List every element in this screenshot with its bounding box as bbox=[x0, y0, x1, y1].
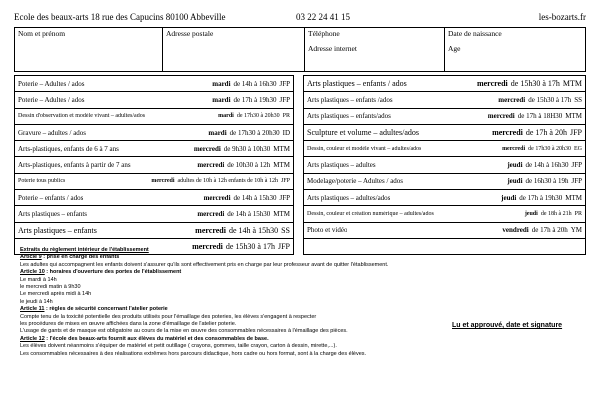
rules-line: Les consommables nécessaires à des réalisations extrêmes hors parcours didactique, hors cadre ou hors format, sont à la charge des élèves. bbox=[20, 350, 367, 357]
article-number: Article 9 bbox=[20, 254, 42, 261]
article-heading: : l'école des beaux-arts fournit aux élèves du matériel et des consommables de base. bbox=[44, 335, 269, 342]
course-day: jeudi bbox=[507, 161, 523, 170]
course-schedule bbox=[212, 80, 290, 88]
course-day: mardi bbox=[208, 128, 227, 137]
course-teacher: JFP bbox=[571, 161, 582, 170]
course-time: de 16h30 à 19h bbox=[525, 177, 569, 186]
rules-line: Le mardi à 14h bbox=[20, 276, 57, 283]
course-teacher: MTM bbox=[565, 112, 582, 121]
birth-label: Date de naissance bbox=[448, 29, 502, 38]
schedule-row bbox=[304, 124, 586, 140]
course-day: mercredi bbox=[498, 95, 526, 104]
course-time: de 17h à 20h bbox=[525, 128, 567, 138]
course-teacher: SS bbox=[281, 225, 290, 235]
schedule-row bbox=[15, 157, 294, 173]
course-activity: Poterie tous publics bbox=[18, 178, 66, 185]
course-day: mercredi bbox=[203, 193, 231, 202]
schedule-row bbox=[15, 124, 294, 140]
course-time: de 14h à 16h30 bbox=[233, 79, 277, 88]
registration-form bbox=[14, 27, 586, 72]
course-time: de 15h30 à 17h bbox=[510, 79, 560, 89]
course-day: mercredi bbox=[193, 144, 221, 153]
course-activity: Arts-plastiques, enfants à partir de 7 ans bbox=[18, 161, 131, 170]
schedule-row bbox=[15, 76, 294, 92]
schedule-row bbox=[15, 141, 294, 157]
course-day: mercredi bbox=[192, 242, 223, 252]
rules-line: Les adultes qui accompagnent les enfants doivent s'assurer qu'ils sont effectivement pris en charge par leur professeur avant de quitter l'établissement. bbox=[20, 261, 389, 268]
course-time: de 17h30 à 20h30 bbox=[528, 145, 571, 152]
course-day: jeudi bbox=[501, 193, 517, 202]
course-teacher: YM bbox=[570, 226, 582, 235]
schedule-cell[interactable] bbox=[15, 157, 294, 173]
contact-field[interactable] bbox=[305, 28, 445, 72]
course-teacher: JFP bbox=[569, 128, 582, 138]
course-activity: Arts plastiques – adultes bbox=[307, 161, 376, 170]
schedule-cell[interactable] bbox=[304, 206, 586, 222]
schedule-cell[interactable] bbox=[304, 108, 586, 124]
course-time: de 17h à 20h bbox=[531, 226, 568, 235]
rules-line bbox=[20, 336, 490, 343]
schedule-row bbox=[15, 190, 294, 206]
email-label: Adresse internet bbox=[308, 44, 357, 53]
course-time: de 17h30 à 20h30 bbox=[236, 113, 280, 120]
schedule-cell[interactable] bbox=[304, 76, 586, 92]
course-time: de 17h à 18H30 bbox=[517, 112, 563, 121]
rules-title: Extraits du règlement intérieur de l'établissement bbox=[20, 247, 149, 253]
course-activity: Modelage/poterie – Adultes / ados bbox=[307, 177, 404, 186]
course-activity: Arts-plastiques, enfants de 6 à 7 ans bbox=[18, 144, 119, 153]
course-day: mardi bbox=[212, 79, 231, 88]
schedule-row bbox=[304, 222, 586, 238]
schedule-row bbox=[304, 190, 586, 206]
course-schedule bbox=[218, 113, 290, 119]
signature-label: Lu et approuvé, date et signature bbox=[452, 322, 563, 329]
article-number: Article 11 bbox=[20, 306, 45, 313]
course-day: mercredi bbox=[502, 145, 526, 152]
rules-line: L'usage de gants et de masque est obligatoire au cours de la mise en œuvre des consommables nécessaires à l'émaillage des pièces. bbox=[20, 328, 348, 335]
schedule-cell[interactable] bbox=[304, 124, 586, 140]
schedule-row bbox=[15, 222, 294, 238]
course-schedule bbox=[488, 112, 582, 120]
birth-field[interactable] bbox=[445, 28, 586, 72]
schedule-row bbox=[15, 92, 294, 108]
school-phone: 03 22 24 41 15 bbox=[296, 12, 350, 22]
course-teacher: EG bbox=[574, 145, 582, 152]
course-schedule bbox=[502, 146, 582, 152]
course-day: mercredi bbox=[487, 112, 515, 121]
course-activity: Photo et vidéo bbox=[307, 226, 348, 235]
course-schedule bbox=[197, 210, 290, 218]
schedule-row bbox=[304, 173, 586, 189]
schedule-cell[interactable] bbox=[304, 92, 586, 108]
course-activity: Gravure – adultes / ados bbox=[18, 128, 87, 137]
course-teacher: PR bbox=[282, 113, 290, 120]
schedule-cell[interactable] bbox=[304, 222, 586, 238]
course-schedule bbox=[477, 79, 582, 88]
course-time: de 14h à 15h30 bbox=[233, 193, 277, 202]
rules-line: les procédures de mises en œuvre affichées dans la zone d'émaillage de l'atelier poterie. bbox=[20, 321, 237, 328]
schedule-cell[interactable] bbox=[15, 206, 294, 222]
rules-line bbox=[20, 254, 490, 261]
course-activity: Arts plastiques – enfants/ados bbox=[307, 112, 391, 121]
course-day: vendredi bbox=[502, 226, 529, 235]
rules-line: Compte tenu de la toxicité potentielle des produits utilisés pour l'émaillage des poteries, les élèves s'engagent à respecter bbox=[20, 313, 317, 320]
address-label: Adresse postale bbox=[166, 29, 214, 38]
course-time: de 9h30 à 10h30 bbox=[223, 144, 271, 153]
course-schedule bbox=[492, 128, 582, 137]
schedule-cell[interactable] bbox=[15, 222, 294, 238]
rules-line bbox=[20, 306, 490, 313]
schedule-cell[interactable] bbox=[15, 76, 294, 92]
schedule-row bbox=[15, 206, 294, 222]
course-schedule bbox=[502, 226, 582, 234]
course-day: mercredi bbox=[151, 178, 175, 185]
course-activity: Sculpture et volume – adultes/ados bbox=[307, 128, 419, 138]
course-teacher: JFP bbox=[280, 178, 290, 185]
schedule-row bbox=[304, 206, 586, 222]
article-heading: : prise en charge des enfants bbox=[41, 254, 120, 261]
rules-line: Le mercredi après midi à 14h bbox=[20, 291, 92, 298]
schedule-cell[interactable] bbox=[15, 141, 294, 157]
course-teacher: JFP bbox=[571, 177, 582, 186]
course-schedule bbox=[212, 96, 290, 104]
course-teacher: JFP bbox=[279, 95, 290, 104]
course-schedule bbox=[507, 161, 582, 169]
course-time: de 17h à 19h30 bbox=[519, 193, 563, 202]
course-time: de 15h30 à 17h bbox=[225, 242, 275, 252]
course-day: mardi bbox=[212, 95, 231, 104]
schedule-row bbox=[304, 141, 586, 157]
course-teacher: ID bbox=[282, 128, 290, 137]
course-time: de 10h30 à 12h bbox=[227, 161, 271, 170]
course-schedule bbox=[151, 178, 290, 184]
course-time: de 18h à 21h bbox=[540, 211, 572, 218]
course-schedule bbox=[525, 211, 582, 217]
schedule-cell[interactable] bbox=[304, 141, 586, 157]
schedule-left-table bbox=[14, 75, 294, 255]
schedule-row bbox=[304, 157, 586, 173]
course-teacher: JFP bbox=[277, 242, 290, 252]
schedule-row bbox=[304, 76, 586, 92]
age-label: Age bbox=[448, 44, 461, 53]
course-day: mercredi bbox=[197, 161, 225, 170]
course-schedule bbox=[208, 129, 290, 137]
rules-line: le jeudi à 14h bbox=[20, 298, 53, 305]
course-activity: Arts plastiques – enfants bbox=[18, 225, 97, 235]
schedule-row bbox=[304, 92, 586, 108]
course-day: mercredi bbox=[197, 210, 225, 219]
course-activity: Poterie – Adultes / ados bbox=[18, 79, 85, 88]
course-teacher: MTM bbox=[273, 210, 290, 219]
rules-line bbox=[20, 269, 490, 276]
course-schedule bbox=[194, 145, 290, 153]
telephone-label: Téléphone bbox=[308, 29, 340, 38]
schedule-cell[interactable] bbox=[304, 190, 586, 206]
course-teacher: MTM bbox=[562, 79, 582, 89]
course-teacher: SS bbox=[574, 95, 582, 104]
article-number: Article 10 bbox=[20, 269, 45, 276]
course-teacher: MTM bbox=[273, 161, 290, 170]
course-time: de 17h30 à 20h30 bbox=[229, 128, 280, 137]
course-schedule bbox=[501, 194, 582, 202]
course-day: mercredi bbox=[476, 79, 508, 89]
course-schedule bbox=[195, 226, 290, 235]
article-heading: : horaires d'ouverture des portes de l'établissement bbox=[44, 269, 182, 276]
school-address: Ecole des beaux-arts 18 rue des Capucins 80100 Abbeville bbox=[14, 12, 226, 22]
course-activity: Arts plastiques – enfants bbox=[18, 210, 88, 219]
schedule-right-table bbox=[303, 75, 586, 255]
course-activity: Arts plastiques – enfants /ados bbox=[307, 95, 393, 104]
name-field[interactable] bbox=[15, 28, 163, 72]
course-time: adultes de 10h à 12h enfants de 10h à 12h bbox=[177, 178, 278, 185]
course-teacher: MTM bbox=[565, 193, 582, 202]
rules-line: Les élèves doivent néanmoins s'équiper de matériel et petit outillage ( crayons, gommes, taille crayon, carton à dessin, mirette,...). bbox=[20, 343, 337, 350]
rules-line: le mercredi matin à 9h30 bbox=[20, 284, 81, 291]
course-schedule bbox=[507, 177, 582, 185]
schedule-cell[interactable] bbox=[15, 108, 294, 124]
rules-section bbox=[20, 247, 490, 358]
course-day: jeudi bbox=[524, 211, 538, 218]
course-activity: Dessin, couleur et modèle vivant – adultes/ados bbox=[307, 145, 422, 152]
course-day: mercredi bbox=[492, 128, 523, 138]
schedule-cell[interactable] bbox=[304, 157, 586, 173]
course-teacher: JFP bbox=[279, 79, 290, 88]
course-time: de 17h à 19h30 bbox=[233, 95, 277, 104]
schedule-row bbox=[15, 173, 294, 189]
course-teacher: MTM bbox=[273, 144, 290, 153]
course-teacher: JFP bbox=[279, 193, 290, 202]
school-website: les-bozarts.fr bbox=[538, 12, 586, 22]
course-day: mardi bbox=[218, 113, 234, 120]
article-number: Article 12 bbox=[20, 335, 45, 342]
course-schedule bbox=[204, 194, 290, 202]
course-activity: Poterie – enfants / ados bbox=[18, 193, 84, 202]
article-heading: : règles de sécurité concernant l'atelier poterie bbox=[44, 306, 168, 313]
course-time: de 14h à 15h30 bbox=[227, 210, 271, 219]
rules-text bbox=[20, 254, 490, 358]
schedule-cell[interactable] bbox=[15, 124, 294, 140]
schedule-row bbox=[304, 108, 586, 124]
schedule-cell[interactable] bbox=[15, 173, 294, 189]
course-schedule bbox=[498, 96, 582, 104]
name-label: Nom et prénom bbox=[18, 29, 66, 38]
course-day: mercredi bbox=[195, 225, 226, 235]
course-activity: Poterie – Adultes / ados bbox=[18, 95, 85, 104]
course-time: de 14h à 15h30 bbox=[228, 225, 279, 235]
course-day: jeudi bbox=[507, 177, 523, 186]
schedule-cell[interactable] bbox=[15, 190, 294, 206]
course-time: de 15h30 à 17h bbox=[528, 95, 572, 104]
course-activity: Arts plastiques – adultes/ados bbox=[307, 193, 391, 202]
schedule-row bbox=[15, 108, 294, 124]
course-schedule bbox=[197, 161, 290, 169]
course-teacher: PR bbox=[574, 211, 582, 218]
address-field[interactable] bbox=[163, 28, 305, 72]
page-header bbox=[14, 12, 586, 26]
schedule-cell[interactable] bbox=[304, 173, 586, 189]
course-time: de 14h à 16h30 bbox=[525, 161, 569, 170]
course-activity: Dessin d'observation et modèle vivant – adultes/ados bbox=[18, 113, 146, 120]
course-activity: Dessin, couleur et création numérique – adultes/ados bbox=[307, 211, 434, 218]
schedule-cell[interactable] bbox=[15, 92, 294, 108]
course-activity: Arts plastiques – enfants / ados bbox=[307, 79, 407, 89]
